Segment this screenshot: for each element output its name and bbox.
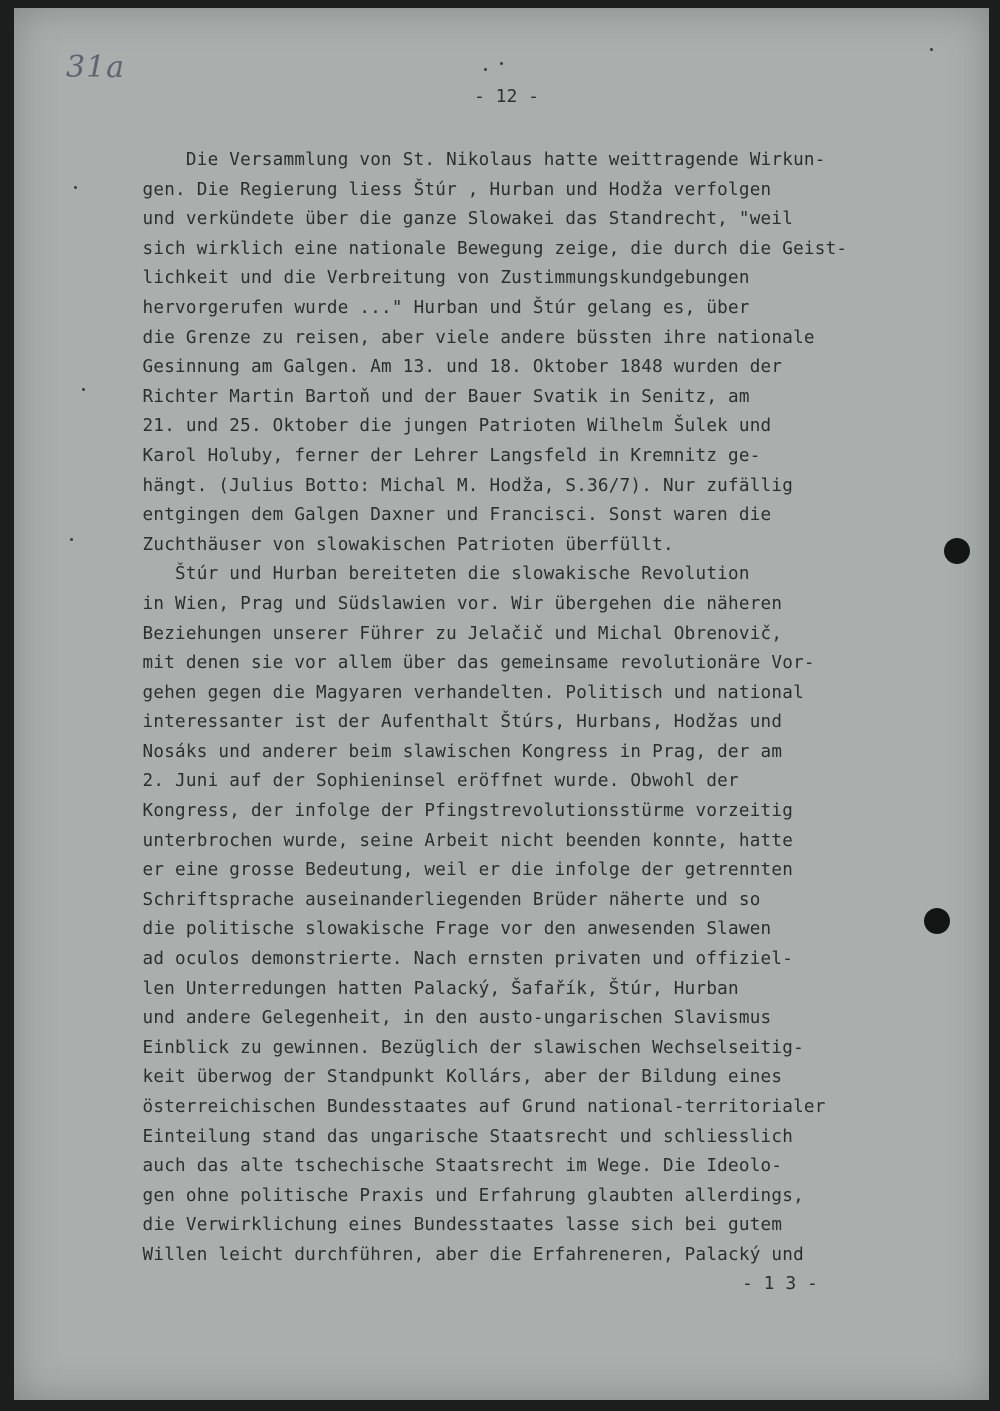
text-line: die Grenze zu reisen, aber viele andere büssten ihre nationale [110,327,815,348]
text-line: ad oculos demonstrierte. Nach ernsten privaten und offiziel- [110,949,794,970]
handwritten-margin-note: 31a [66,50,126,85]
text-line: gehen gegen die Magyaren verhandelten. Politisch und national [110,682,804,703]
text-line: entgingen dem Galgen Daxner und Francisci. Sonst waren die [110,505,772,526]
text-line: Einblick zu gewinnen. Bezüglich der slawischen Wechselseitig- [110,1037,804,1058]
text-line: Zuchthäuser von slowakischen Patrioten überfüllt. [110,534,674,555]
text-line: er eine grosse Bedeutung, weil er die infolge der getrennten [110,860,794,881]
text-line: 21. und 25. Oktober die jungen Patrioten Wilhelm Šulek und [110,416,772,437]
text-line: und andere Gelegenheit, in den austo-ungarischen Slavismus [110,1008,772,1029]
punch-hole [944,538,970,564]
text-line: die Verwirklichung eines Bundesstaates lasse sich bei gutem [110,1215,783,1236]
paper-speck [74,186,77,189]
document-page [14,8,989,1400]
paper-speck [82,388,85,391]
text-line: Štúr und Hurban bereiteten die slowakische Revolution [110,564,750,585]
text-line: Beziehungen unserer Führer zu Jelačič und Michal Obrenovič, [110,623,783,644]
paper-speck [484,68,487,71]
text-line: auch das alte tschechische Staatsrecht im Wege. Die Ideolo- [110,1156,783,1177]
text-line: gen. Die Regierung liess Štúr , Hurban und Hodža verfolgen [110,179,772,200]
page-number: - 12 - [474,86,540,107]
text-line: 2. Juni auf der Sophieninsel eröffnet wurde. Obwohl der [110,771,739,792]
paper-speck [930,48,933,51]
text-line: Willen leicht durchführen, aber die Erfahreneren, Palacký und [110,1244,804,1265]
text-line: keit überwog der Standpunkt Kollárs, aber der Bildung eines [110,1067,783,1088]
text-line: lichkeit und die Verbreitung von Zustimmungskundgebungen [110,268,750,289]
text-line: Richter Martin Bartoň und der Bauer Svatik in Senitz, am [110,386,750,407]
text-line: len Unterredungen hatten Palacký, Šafařík, Štúr, Hurban [110,978,739,999]
text-line: Schriftsprache auseinanderliegenden Brüder näherte und so [110,889,761,910]
text-line: Kongress, der infolge der Pfingstrevolutionsstürme vorzeitig [110,801,794,822]
text-line: hängt. (Julius Botto: Michal M. Hodža, S.36/7). Nur zufällig [110,475,794,496]
text-line: hervorgerufen wurde ..." Hurban und Štúr gelang es, über [110,297,750,318]
paper-speck [70,538,73,541]
text-line: österreichischen Bundesstaates auf Grund national-territorialer [110,1097,826,1117]
text-line: Nosáks und anderer beim slawischen Kongress in Prag, der am [110,741,783,762]
text-line: Karol Holuby, ferner der Lehrer Langsfeld in Kremnitz ge- [110,445,761,466]
text-line: interessanter ist der Aufenthalt Štúrs, Hurbans, Hodžas und [110,712,783,733]
text-line: Die Versammlung von St. Nikolaus hatte weittragende Wirkun- [110,150,826,170]
text-line: Gesinnung am Galgen. Am 13. und 18. Oktober 1848 wurden der [110,357,783,378]
text-line: Einteilung stand das ungarische Staatsrecht und schliesslich [110,1126,794,1147]
text-line: unterbrochen wurde, seine Arbeit nicht beenden konnte, hatte [110,830,794,851]
text-line: sich wirklich eine nationale Bewegung zeige, die durch die Geist- [110,238,848,259]
paper-speck [500,62,503,65]
text-line: die politische slowakische Frage vor den anwesenden Slawen [110,919,772,940]
typewritten-body-text [110,146,880,1271]
punch-hole [924,908,950,934]
text-line: und verkündete über die ganze Slowakei das Standrecht, "weil [110,209,794,230]
text-line: mit denen sie vor allem über das gemeinsame revolutionäre Vor- [110,653,815,674]
catchword-next-page: - 1 3 - [742,1273,818,1294]
text-line: in Wien, Prag und Südslawien vor. Wir übergehen die näheren [110,593,783,614]
text-line: gen ohne politische Praxis und Erfahrung glaubten allerdings, [110,1185,804,1206]
